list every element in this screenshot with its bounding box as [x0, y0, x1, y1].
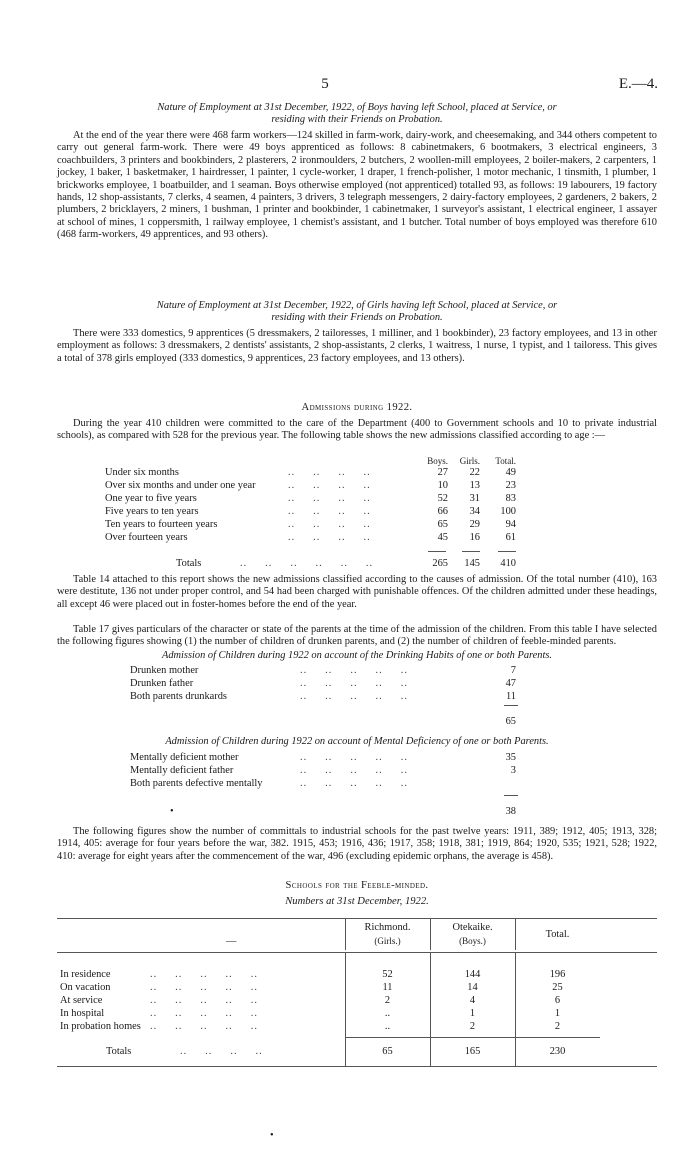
feeble-minded-subheading: Numbers at 31st December, 1922. — [285, 896, 429, 907]
mental-title: Admission of Children during 1922 on account of Mental Deficiency of one or both Parents. — [165, 736, 549, 747]
drinking-total: 65 — [505, 716, 516, 727]
causes-paragraph: Table 14 attached to this report shows the new admissions classified according to the causes of admission. Of the total number (410), 163 were destitute, 136 not under proper control, and 54 had been charged with punishable offences. Of the children admitted under these headings, all except 46 were placed out in foster-homes before the end of the year. — [57, 574, 657, 610]
document-reference: E.—4. — [618, 76, 658, 92]
parents-paragraph: Table 17 gives particulars of the character or state of the parents at the time of the admission of the children. From this table I have selected the following figures showing (1) the number of children of drunken parents, and (2) the number of children of feeble-minded parents. — [57, 624, 657, 648]
girls-paragraph: There were 333 domestics, 9 apprentices (5 dressmakers, 2 tailoresses, 1 milliner, and 1 bookbinder), 23 factory employees, and 13 in other employment as follows: 3 dressmakers, 2 dentists' assistants, 2 shop-assistants, 2 clerks, 1 waitress, 1 nurse, 1 typist, and 1 tailoress. This gives a total of 378 girls employed (333 domestics, 9 apprentices, 23 factory employees, and 13 others). — [57, 328, 657, 364]
drinking-title: Admission of Children during 1922 on account of the Drinking Habits of one or both Parents. — [161, 650, 553, 661]
boys-section-title: Nature of Employment at 31st December, 1922, of Boys having left School, placed at Service, or residing with their Friends on Probation. — [157, 102, 557, 126]
page-number: 5 — [321, 76, 329, 92]
boys-paragraph: At the end of the year there were 468 farm workers—124 skilled in farm-work, dairy-work, and cheesemaking, and 344 others competent to carry out general farm-work. There were 49 boys apprenticed as follows: 8 cabinetmakers, 6 bootmakers, 3 electrical engineers, 3 coachbuilders, 3 printers and bookbinders, 2 plasterers, 2 ironmoulders, 2 butchers, 2 woollen-mill employees, 2 boiler-makers, 2 carpenters, 1 jockey, 1 baker, 1 basketmaker, 1 hairdresser, 1 painter, 1 cycle-worker, 1 draper, 1 french-polisher, 1 motor mechanic, 1 tinsmith, 1 plumber, 1 brickworks employee, 1 boatbuilder, and 1 seaman. Boys otherwise employed (not apprenticed) totalled 93, as follows: 19 labourers, 19 factory hands, 12 shop-assistants, 7 clerks, 4 seamen, 4 painters, 3 drivers, 3 telegraph messengers, 2 dairy-factory employees, 2 gardeners, 2 bakers, 2 plumbers, 2 bricklayers, 2 miners, 1 bushman, 1 printer and bookbinder, 1 cabinetmaker, 1 surveyor's assistant, 1 electrical engineer, 1 assayer at school of mines, 1 coppersmith, 1 railway employee, 1 chemist's assistant, and 1 butcher. Total number of boys employed was therefore 610 (468 farm-workers, 49 apprentices, and 93 others). — [57, 130, 657, 241]
document-page: 5 E.—4. Nature of Employment at 31st December, 1922, of Boys having left School, placed at Service, or residing with their Friends on Probation. At the end of the year there were 468 farm workers—124 skilled in farm-work, dairy-work, and cheesemaking, and 344 others competent to carry out general farm-work. There were 49 boys apprenticed as follows: 8 cabinetmakers, 6 bootmakers, 3 electrical engineers, 3 coachbuilders, 3 printers and bookbinders, 2 plasterers, 2 ironmoulders, 2 butchers, 2 woollen-mill employees, 2 boiler-makers, 2 carpenters, 1 jockey, 1 baker, 1 basketmaker, 1 hairdresser, 1 painter, 1 cycle-worker, 1 draper, 1 french-polisher, 1 motor mechanic, 1 tinsmith, 1 plumber, 1 brickworks employee, 1 boatbuilder, and 1 seaman. Boys otherwise employed (not apprenticed) totalled 93, as follows: 19 labourers, 19 factory hands, 12 shop-assistants, 7 clerks, 4 seamen, 4 painters, 3 drivers, 3 telegraph messengers, 2 dairy-factory employees, 2 gardeners, 2 bakers, 2 plumbers, 2 bricklayers, 2 miners, 1 bushman, 1 printer and bookbinder, 1 cabinetmaker, 1 surveyor's assistant, 1 electrical engineer, 1 assayer at school of mines, 1 coppersmith, 1 railway employee, 1 chemist's assistant, and 1 butcher. Total number of boys employed was therefore 610 (468 farm-workers, 49 apprentices, and 93 others). Nature of Employment at 31st December, 1922, of Girls having left School, placed at Service, or residing with their Friends on Probation. There were 333 domestics, 9 apprentices (5 dressmakers, 2 tailoresses, 1 milliner, and 1 bookbinder), 23 factory employees, and 13 in other employment as follows: 3 dressmakers, 2 dentists' assistants, 2 shop-assistants, 2 clerks, 1 waitress, 1 nurse, 1 typist, and 1 tailoress. This gives a total of 378 girls employed (333 domestics, 9 apprentices, 23 factory employees, and 13 others). Admissions during 1922. During the year 410 children were committed to the care of the Department (400 to Government schools and 10 to private industrial schools), as compared with 528 for the previous year. The following table shows the new admissions classified according to age :— Boys. Girls. Total. Under six months .. .. .. .. 27 22 49 Over six months and under one year .. .. .. .. 10 13 23 One year to five years .. .. .. .. 52 31 83 Five years to ten years .. .. .. .. 66 34 100 Ten years to fourteen years .. .. .. .. 65 29 94 Over fourteen years .. .. .. .. 45 16 61 Totals .. .. .. .. .. .. 265 145 410 Table 14 attached to this report shows the new admissions classified according to the causes of admission. Of the total number (410), 163 were destitute, 136 not under proper control, and 54 had been charged with punishable offences. Of the children admitted under these headings, all except 46 were placed out in foster-homes before the end of the year. Table 17 gives particulars of the character or state of the parents at the time of the admission of the children. From this table I have selected the following figures showing (1) the number of children of drunken parents, and (2) the number of children of feeble-minded parents. Admission of Children during 1922 on account of the Drinking Habits of one or both Parents. Drunken mother .. .. .. .. .. 7 Drunken father .. .. .. .. .. 47 Both parents drunkards .. .. .. .. .. 11 65 Admission of Children during 1922 on account of Mental Deficiency of one or both Parents. Mentally deficient mother .. .. .. .. .. 35 Mentally deficient father .. .. .. .. .. 3 Both parents defective mentally .. .. .. .. .. • 38 The following figures show the number of committals to industrial schools for the past twelve years: 1911, 389; 1912, 405; 1913, 328; 1914, 405: average for four years before the war, 382. 1915, 453; 1916, 436; 1917, 358; 1918, 381; 1919, 864; 1920, 535; 1921, 528; 1922, 410: average for eight years after the commencement of the war, 496 (excluding epidemic orphans, the average is 458). Schools for the Feeble-minded. Numbers at 31st December, 1922. — Richmond. (Girls.) Otekaike. (Boys.) Total. In residence .. .. .. .. .. 52 144 196 On vacation .. .. .. .. .. 11 14 25 At service .. .. .. .. .. 2 4 6 In hospital .. .. .. .. .. .. 1 1 In probation homes .. .. .. .. .. .. 2 2 Totals .. .. .. .. 65 165 230 • — [0, 0, 700, 1158]
girls-section-title: Nature of Employment at 31st December, 1922, of Girls having left School, placed at Service, or residing with their Friends on Probation. — [156, 300, 558, 324]
admissions-paragraph: During the year 410 children were committed to the care of the Department (400 to Government schools and 10 to private industrial schools), as compared with 528 for the previous year. The following table shows the new admissions classified according to age :— — [57, 418, 657, 442]
committals-paragraph: The following figures show the number of committals to industrial schools for the past twelve years: 1911, 389; 1912, 405; 1913, 328; 1914, 405: average for four years before the war, 382. 1915, 453; 1916, 436; 1917, 358; 1918, 381; 1919, 864; 1920, 535; 1921, 528; 1922, 410: average for eight years after the commencement of the war, 496 (excluding epidemic orphans, the average is 458). — [57, 826, 657, 862]
admissions-heading: Admissions during 1922. — [301, 402, 413, 413]
feeble-minded-heading: Schools for the Feeble-minded. — [285, 880, 429, 891]
mental-total: 38 — [505, 806, 516, 817]
